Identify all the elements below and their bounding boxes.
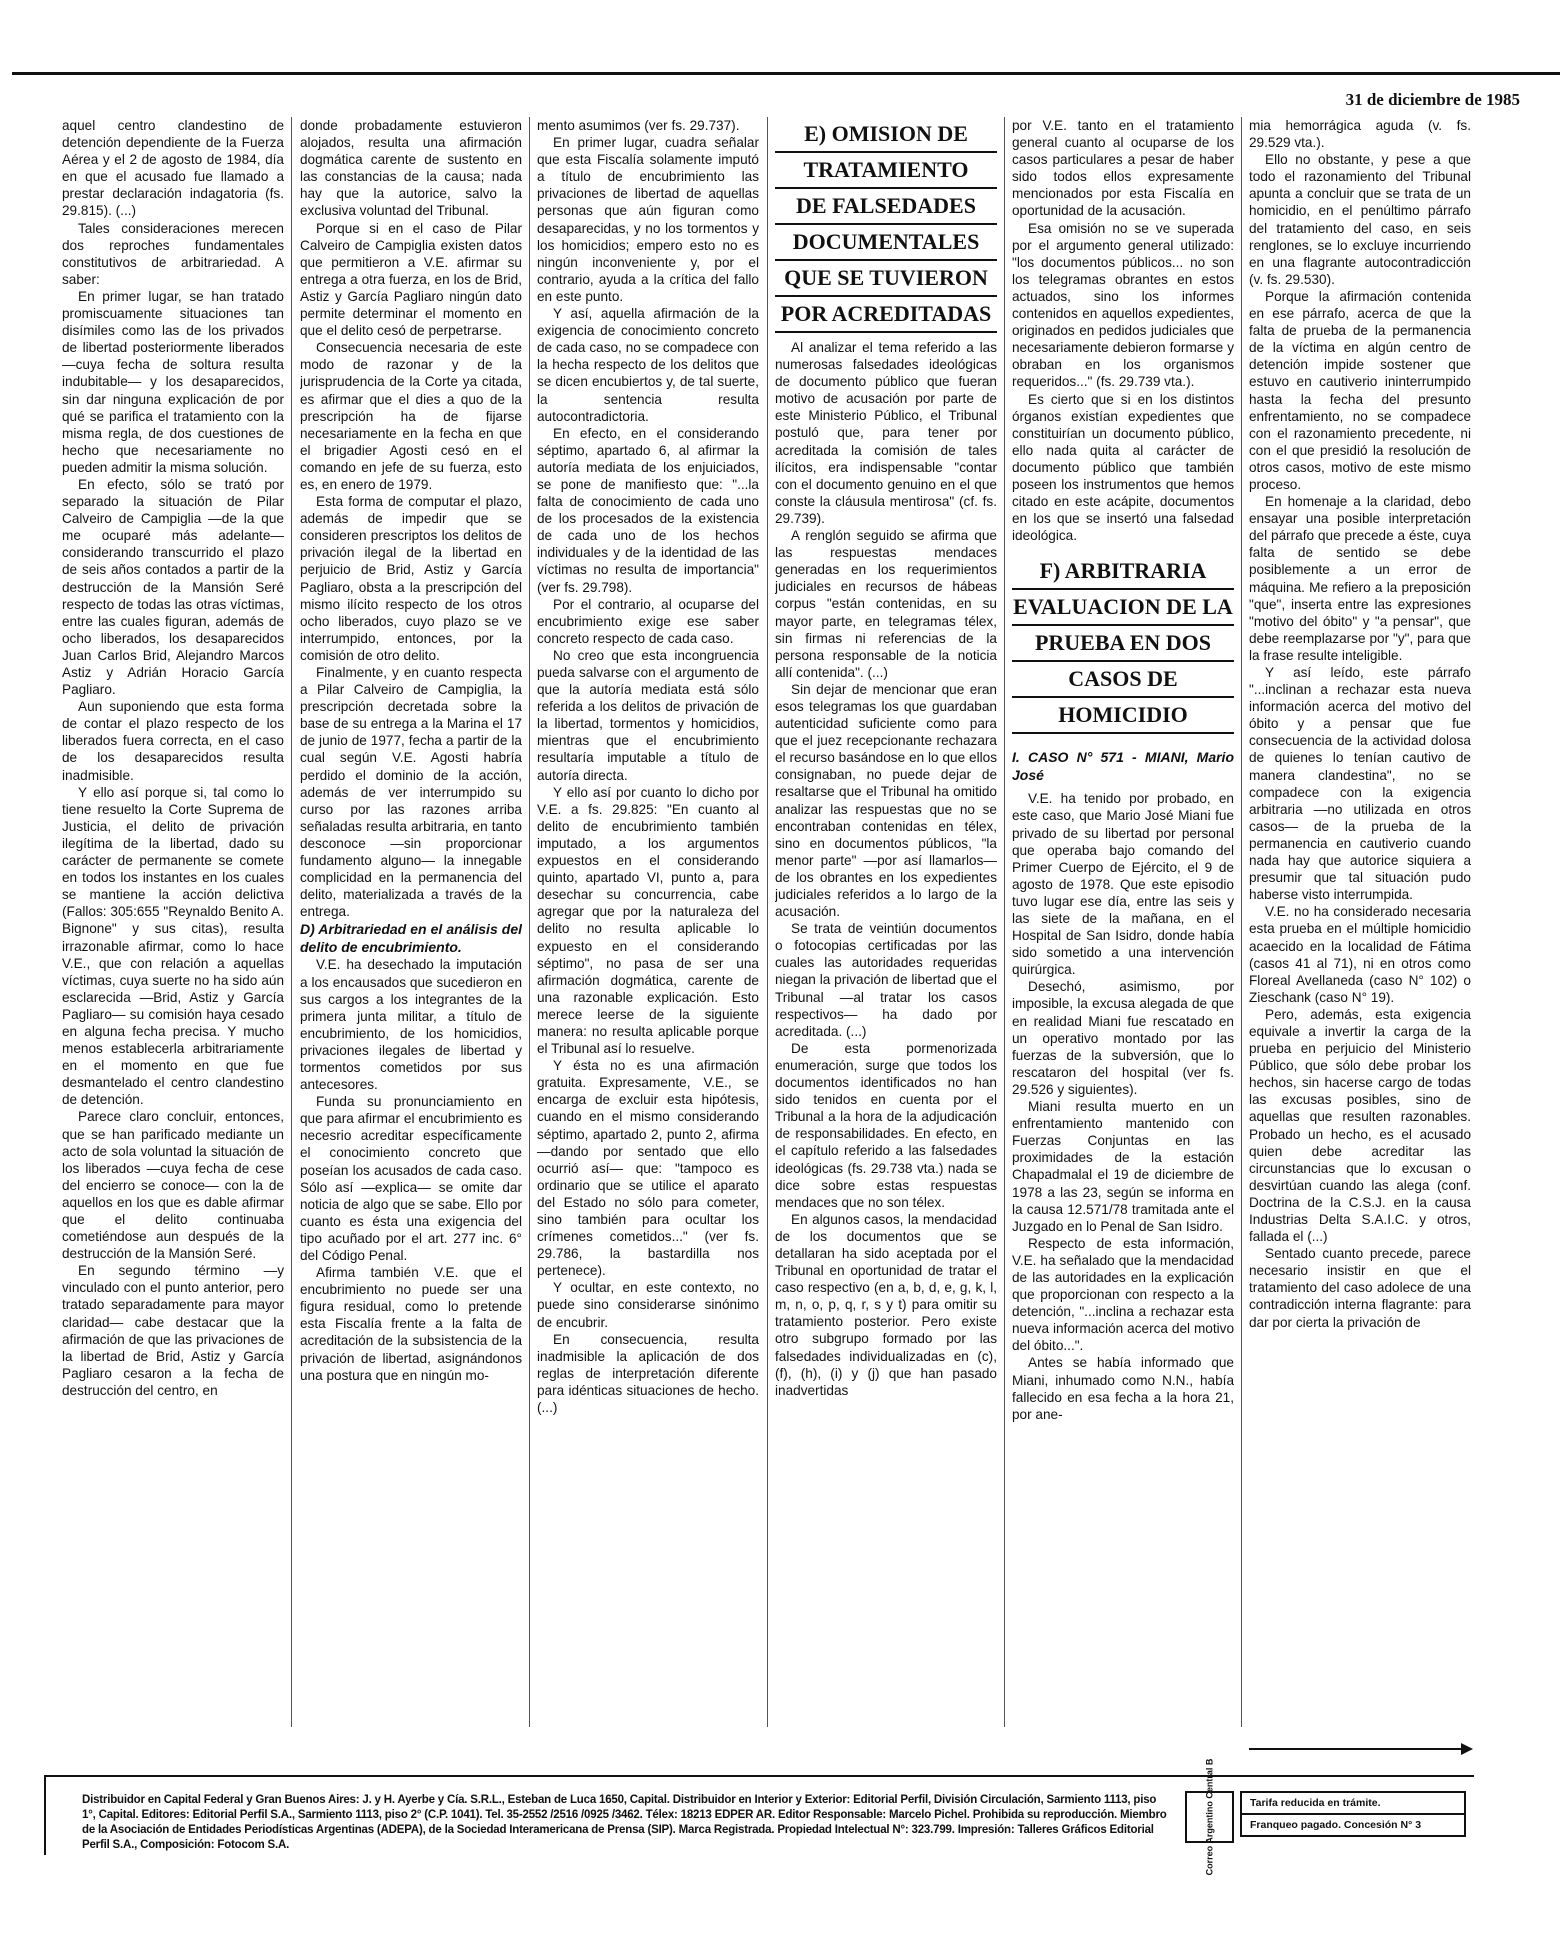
headline-line: CASOS DE bbox=[1012, 662, 1234, 698]
column-4 bbox=[775, 117, 997, 1729]
paragraph: No creo que esta incongruencia pueda salvarse con el argumento de que la autoría mediata está sólo referida a los delitos de privación de la libertad, tormentos y homicidios, mientras que el encubrimiento resultaría imputable a título de autoría directa. bbox=[537, 647, 759, 783]
headline-line: F) ARBITRARIA bbox=[1012, 554, 1234, 590]
postal-stamp-text: Correo Argentino Central B bbox=[1204, 1758, 1215, 1876]
paragraph: mento asumimos (ver fs. 29.737). bbox=[537, 118, 740, 133]
paragraph: Finalmente, y en cuanto respecta a Pilar Calveiro de Campiglia, la prescripción decretada sobre la base de su entrega a la Marina el 17 de junio de 1977, fecha a partir de la cual según V.E. Agosti habría perdido el dominio de la acción, además de ver interrumpido su curso por las razones arriba señaladas resulta arbitraria, en tanto desconoce —sin proporcionar fundamento alguno— la innegable complicidad en la permanencia del delito, materializada a través de la entrega. bbox=[300, 665, 522, 920]
paragraph: Esa omisión no se ve superada por el argumento general utilizado: "los documentos públicos... no son los telegramas obrantes en estos actuados, sino los informes contenidos en aquellos expedientes, originados en pedidos judiciales que necesariamente debieron formarse y obraban en los organismos requeridos..." (fs. 29.739 vta.). bbox=[1012, 220, 1234, 390]
paragraph: Sin dejar de mencionar que eran esos telegramas los que guardaban autenticidad suficiente como para que el juez recepcionante rechazara el recurso basándose en lo que ellos consignaban, no puede dejar de resaltarse que el Tribunal ha omitido analizar las respuestas que no se encontraban contenidas en télex, sino en documentos públicos, "la menor parte" —por así llamarlos— de los obrantes en los expedientes judiciales referidos a lo largo de la acusación. bbox=[775, 681, 997, 920]
paragraph: En primer lugar, se han tratado promiscuamente situaciones tan disímiles como las de los privados de libertad posteriormente liberados —cuya fecha de soltura resulta indubitable— y los desaparecidos, sin dar ninguna explicación de por qué se parifica el tratamiento con la misma regla, de dos cuestiones de hecho que necesariamente no pueden admitir la misma solución. bbox=[62, 288, 284, 475]
paragraph: mia hemorrágica aguda (v. fs. 29.529 vta.). bbox=[1249, 118, 1471, 151]
top-rule bbox=[12, 72, 1560, 75]
headline-line: TRATAMIENTO bbox=[775, 153, 997, 189]
column-divider bbox=[1241, 117, 1242, 1727]
column-divider bbox=[767, 117, 768, 1727]
tarifa-text: Tarifa reducida en trámite. bbox=[1242, 1793, 1464, 1815]
paragraph: En efecto, sólo se trató por separado la situación de Pilar Calveiro de Campiglia —de la que me ocuparé más adelante— considerando transcurrido el plazo de seis años contados a partir de la destrucción de la Mansión Seré respecto de todas las otras víctimas, entre las cuales figuran, además de ocho liberados, los desaparecidos Juan Carlos Brid, Alejandro Marcos Astiz y Adrián Horacio García Pagliaro. bbox=[62, 476, 284, 698]
paragraph: Afirma también V.E. que el encubrimiento no puede ser una figura residual, como lo pretende esta Fiscalía frente a la falta de acreditación de la subsistencia de la privación de libertad, asignándonos una postura que en ningún mo- bbox=[300, 1265, 522, 1383]
postage-box bbox=[1240, 1791, 1466, 1837]
continue-arrow-icon bbox=[1249, 1748, 1471, 1750]
paragraph: Desechó, asimismo, por imposible, la excusa alegada de que en realidad Miani fue rescatado en un operativo montado por las fuerzas de la subversión, que lo rescataron del hospital (ver fs. 29.526 y siguientes). bbox=[1012, 979, 1234, 1097]
headline-line: DOCUMENTALES bbox=[775, 225, 997, 261]
imprint-text: Distribuidor en Capital Federal y Gran Buenos Aires: J. y H. Ayerbe y Cía. S.R.L., Esteban de Luca 1650, Capital. Distribuidor en Interior y Exterior: Editorial Perfil, División Circulación, Sarmiento 1113, piso 1°, Capital. Editores: Editorial Perfil S.A., Sarmiento 1113, piso 2° (C.P. 1041). Tel. 35-2552 /2516 /0925 /3462. Télex: 18213 EDPER AR. Editor Responsable: Marcelo Pichel. Prohibida su reproducción. Miembro de la Asociación de Entidades Periodísticas Argentinas (ADEPA), de la Sociedad Interamericana de Prensa (SIP). Marca Registrada. Propiedad Intelectual N°: 323.799. Impresión: Talleres Gráficos Editorial Perfil S.A., Composición: Fotocom S.A. bbox=[82, 1794, 1167, 1851]
paragraph: Miani resulta muerto en un enfrentamiento mantenido con Fuerzas Conjuntas en las proximidades de la estación Chapadmalal el 19 de diciembre de 1978 a las 23, según se informa en la causa 12.571/78 tramitada ante el Juzgado en lo Penal de San Isidro. bbox=[1012, 1099, 1234, 1234]
paragraph: Es cierto que si en los distintos órganos existían expedientes que constituirían un documento público, ello nada quita al carácter de documento público que también poseen los instrumentos que hemos citado en este acápite, documentos en los que se insertó una falsedad ideológica. bbox=[1012, 391, 1234, 544]
section-headline-f bbox=[1012, 554, 1234, 740]
headline-line: E) OMISION DE bbox=[775, 117, 997, 153]
paragraph: Y ésta no es una afirmación gratuita. Expresamente, V.E., se encarga de excluir esta hipótesis, cuando en el mismo considerando séptimo, apartado 2, punto 2, afirma —dando por sentado que ello ocurrió así— que: "tampoco es ordinario que se utilice el aparato del Estado no sólo para cometer, sino también para ocultar los crímenes cometidos..." (ver fs. 29.786, la bastardilla nos pertenece). bbox=[537, 1058, 759, 1279]
paragraph: Tales consideraciones merecen dos reproches fundamentales constitutivos de arbitrariedad. A saber: bbox=[62, 220, 284, 287]
paragraph: En efecto, en el considerando séptimo, apartado 6, al afirmar la autoría mediata de los enjuiciados, se pone de manifiesto que: "...la falta de conocimiento de cada uno de los procesados de la existencia de cada uno de los hechos individuales y de la identidad de las víctimas no resulta de importancia" (ver fs. 29.798). bbox=[537, 425, 759, 595]
paragraph: Y así leído, este párrafo "...inclinan a rechazar esta nueva información acerca del motivo del óbito y a pensar que fue consecuencia de la actividad dolosa de quienes lo tenían cautivo de manera clandestina", no se compadece con la exigencia arbitraria —no utilizada en otros casos— de la prueba de la permanencia en cautiverio cuando nada hay que autorice siquiera a presumir que tal situación pudo haberse visto interrumpida. bbox=[1249, 665, 1471, 903]
paragraph: por V.E. tanto en el tratamiento general cuanto al ocuparse de los casos particulares a pesar de haber sido todos ellos expresamente mencionados por esta Fiscalía en oportunidad de la acusación. bbox=[1012, 118, 1234, 219]
paragraph: V.E. ha desechado la imputación a los encausados que sucedieron en sus cargos a los integrantes de la primera junta militar, a título de encubrimiento, de los homicidios, privaciones ilegales de libertad y tormentos cometidos por sus antecesores. bbox=[300, 957, 522, 1093]
paragraph: En homenaje a la claridad, debo ensayar una posible interpretación del párrafo que precede a éste, cuya falta de sentido se debe posiblemente a un error de máquina. Me refiero a la preposición "que", inserta entre las expresiones "motivo del óbito" y "a pensar", que debe reemplazarse por "y", para que la frase resulte inteligible. bbox=[1249, 494, 1471, 663]
column-3 bbox=[537, 117, 759, 1729]
column-6 bbox=[1249, 117, 1471, 1729]
franqueo-text: Franqueo pagado. Concesión N° 3 bbox=[1250, 1819, 1422, 1831]
column-divider bbox=[529, 117, 530, 1727]
headline-line: POR ACREDITADAS bbox=[775, 297, 997, 333]
case-title: I. CASO N° 571 - MIANI, Mario José bbox=[1012, 749, 1234, 784]
paragraph: Antes se había informado que Miani, inhumado como N.N., había fallecido en esa fecha a la hora 21, por ane- bbox=[1012, 1355, 1234, 1422]
paragraph: En primer lugar, cuadra señalar que esta Fiscalía solamente imputó a título de encubrimiento las privaciones de libertad de aquellas personas que aún figuran como desaparecidas, y no los tormentos y los homicidios; empero esto no es ningún inconveniente y, por el contrario, ayuda a la crítica del fallo en este punto. bbox=[537, 135, 759, 304]
paragraph: Respecto de esta información, V.E. ha señalado que la mendacidad de las autoridades en la explicación que proporcionan con respecto a la detención, "...inclina a rechazar esta nueva información acerca del motivo del óbito...". bbox=[1012, 1235, 1234, 1354]
paragraph: V.E. ha tenido por probado, en este caso, que Mario José Miani fue privado de su libertad por personal que operaba bajo comando del Primer Cuerpo de Ejército, el 9 de agosto de 1978. Que este episodio tuvo lugar ese día, entre las seis y las siete de la mañana, en el Hospital de San Isidro, donde había sido sometido a una intervención quirúrgica. bbox=[1012, 791, 1234, 978]
column-divider bbox=[291, 117, 292, 1727]
paragraph: Aun suponiendo que esta forma de contar el plazo respecto de los liberados fuera correcta, en el caso de los desaparecidos resulta inadmisible. bbox=[62, 699, 284, 783]
headline-line: EVALUACION DE LA bbox=[1012, 590, 1234, 626]
section-subhead: D) Arbitrariedad en el análisis del delito de encubrimiento. bbox=[300, 921, 522, 956]
paragraph: Sentado cuanto precede, parece necesario insistir en que el tratamiento del caso adolece de una contradicción interna flagrante: para dar por cierta la privación de bbox=[1249, 1246, 1471, 1330]
paragraph: Esta forma de computar el plazo, además de impedir que se consideren prescriptos los delitos de privación ilegal de la libertad en perjuicio de Brid, Astiz y García Pagliaro, obsta a la prescripción del mismo ilícito respecto de los otros ocho liberados, cuyo plazo se ve interrumpido, entonces, por la comisión de otro delito. bbox=[300, 494, 522, 663]
column-2 bbox=[300, 117, 522, 1729]
section-headline-e bbox=[775, 117, 997, 339]
paragraph: Al analizar el tema referido a las numerosas falsedades ideológicas de documento público que fueran motivo de acusación por parte de este Ministerio Público, el Tribunal postuló que, para tener por acreditada la comisión de tales ilícitos, era indispensable "contar con el documento genuino en el que conste la cláusula mentirosa" (cf. fs. 29.739). bbox=[775, 340, 997, 526]
paragraph: Porque la afirmación contenida en ese párrafo, acerca de que la falta de prueba de la permanencia de la víctima en algún centro de detención impide sostener que estuvo en cautiverio ininterrumpido hasta la fecha del presunto enfrentamiento, no se compadece con el razonamiento precedente, ni con el que presidió la resolución de otros casos, motivo de este mismo proceso. bbox=[1249, 288, 1471, 492]
paragraph: Funda su pronunciamiento en que para afirmar el encubrimiento es necesrio acreditar específicamente el conocimiento concreto que poseían los acusados de cada caso. Sólo así —explica— se omite dar noticia de algo que se sabe. Ello por cuanto es ésta una exigencia del tipo acuñado por el art. 277 inc. 6° del Código Penal. bbox=[300, 1094, 522, 1263]
column-divider bbox=[1004, 117, 1005, 1727]
paragraph: donde probadamente estuvieron alojados, resulta una afirmación dogmática carente de sustento en las constancias de la causa; nada hay que la autorice, salvo la exclusiva voluntad del Tribunal. bbox=[300, 118, 522, 219]
postal-stamp bbox=[1185, 1758, 1234, 1876]
footer-side-rule bbox=[44, 1777, 46, 1855]
paragraph: aquel centro clandestino de detención dependiente de la Fuerza Aérea y el 2 de agosto de 1984, día en que el acusado fue llamado a prestar declaración indagatoria (fs. 29.815). (...) bbox=[62, 118, 284, 219]
headline-line: QUE SE TUVIERON bbox=[775, 261, 997, 297]
paragraph: Por el contrario, al ocuparse del encubrimiento exige ese saber concreto respecto de cada caso. bbox=[537, 596, 759, 646]
headline-line: PRUEBA EN DOS bbox=[1012, 626, 1234, 662]
headline-line: HOMICIDIO bbox=[1012, 698, 1234, 734]
paragraph: Porque si en el caso de Pilar Calveiro de Campiglia existen datos que permitieron a V.E. afirmar su entrega a otra fuerza, en los de Brid, Astiz y García Pagliaro ningún dato permite determinar el momento en que el delito cesó de perpetrarse. bbox=[300, 220, 522, 339]
paragraph: Pero, además, esta exigencia equivale a invertir la carga de la prueba en perjuicio del Ministerio Público, que sólo debe probar los hechos, sin hacerse cargo de todas las excusas posibles, sino de aquellas que resulten razonables. Probado un hecho, es el acusado quien debe acreditar las circunstancias que lo excusan o desvirtúan cuando las alega (conf. Doctrina de la C.S.J. en la causa Industrias Delta S.A.I.C. y otros, fallada el (...) bbox=[1249, 1006, 1471, 1245]
paragraph: En segundo término —y vinculado con el punto anterior, pero tratado separadamente para mayor claridad— cabe destacar que la afirmación de que las privaciones de la libertad de Brid, Astiz y García Pagliaro cesaron a la fecha de destrucción del centro, en bbox=[62, 1263, 284, 1398]
paragraph: Y ello así por cuanto lo dicho por V.E. a fs. 29.825: "En cuanto al delito de encubrimiento también imputado, a los argumentos expuestos en el considerando quinto, apartado VI, punto a, para desechar su concurrencia, cabe agregar que por la naturaleza del delito no resulta aplicable lo expuesto en el considerando séptimo", no pasa de ser una afirmación dogmática, carente de una razonable explicación. Esto merece leerse de la siguiente manera: no resulta aplicable porque el Tribunal así lo resuelve. bbox=[537, 784, 759, 1057]
paragraph: Y así, aquella afirmación de la exigencia de conocimiento concreto de cada caso, no se compadece con la hecha respecto de los delitos que se dicen encubiertos y, de tal suerte, la sentencia resulta autocontradictoria. bbox=[537, 306, 759, 424]
paragraph: Y ello así porque si, tal como lo tiene resuelto la Corte Suprema de Justicia, el delito de privación ilegítima de la libertad, dado su carácter de permanente se comete en todos los instantes en los cuales se mantiene la acción delictiva (Fallos: 305:655 "Reynaldo Benito A. Bignone" y sus citas), resulta irrazonable afirmar, como lo hace V.E., que con relación a aquellas víctimas, cuya suerte no ha sido aún esclarecida —Brid, Astiz y García Pagliaro— su comisión haya cesado en alguna fecha precisa. Y mucho menos establecerla arbitrariamente en el momento en que fue desmantelado el centro clandestino de detención. bbox=[62, 784, 284, 1108]
paragraph: Se trata de veintiún documentos o fotocopias certificadas por las cuales las autoridades requeridas niegan la privación de libertad que el Tribunal —al tratar los casos respectivos— ha dado por acreditada. (...) bbox=[775, 921, 997, 1039]
paragraph: V.E. no ha considerado necesaria esta prueba en el múltiple homicidio acaecido en la localidad de Fátima (casos 41 al 71), ni en otros como Floreal Avellaneda (caso N° 102) o Zieschank (caso N° 19). bbox=[1249, 904, 1471, 1005]
paragraph: Ello no obstante, y pese a que todo el razonamiento del Tribunal apunta a concluir que se trata de un homicidio, en el penúltimo párrafo del tratamiento del caso, en seis renglones, se lo excluye incurriendo en una flagrante autocontradicción (v. fs. 29.530). bbox=[1249, 152, 1471, 287]
paragraph: De esta pormenorizada enumeración, surge que todos los documentos identificados no han sido tenidos en cuenta por el Tribunal a la hora de la adjudicación de responsabilidades. En efecto, en el capítulo referido a las falsedades ideológicas (fs. 29.738 vta.) nada se dice sobre estas respuestas mendaces que no son télex. bbox=[775, 1040, 997, 1210]
paragraph: En consecuencia, resulta inadmisible la aplicación de dos reglas de interpretación diferente para idénticas situaciones de hecho. (...) bbox=[537, 1331, 759, 1416]
paragraph: En algunos casos, la mendacidad de los documentos que se detallaran ha sido aceptada por el Tribunal en oportunidad de tratar el caso respectivo (en a, b, d, e, g, k, l, m, n, o, p, q, r, s y t) para omitir su tratamiento posterior. Pero existe otro subgrupo formado por las falsedades individualizadas en (c), (f), (h), (i) y (j) que han pasado inadvertidas bbox=[775, 1211, 997, 1398]
paragraph: Consecuencia necesaria de este modo de razonar y de la jurisprudencia de la Corte ya citada, es afirmar que el dies a quo de la prescripción ha de fijarse necesariamente en la fecha en que el brigadier Agosti cesó en el comando en jefe de su fuerza, esto es, en enero de 1979. bbox=[300, 340, 522, 492]
paragraph: Y ocultar, en este contexto, no puede sino considerarse sinónimo de encubrir. bbox=[537, 1280, 759, 1330]
paragraph: Parece claro concluir, entonces, que se han parificado mediante un acto de sola voluntad la situación de los liberados —cuya fecha de cese del encierro se conoce— con la de aquellos en los que es dable afirmar que el delito continuaba cometiéndose aun después de la destrucción de la Mansión Seré. bbox=[62, 1109, 284, 1262]
column-5 bbox=[1012, 117, 1234, 1729]
column-1 bbox=[62, 117, 284, 1729]
page-date: 31 de diciembre de 1985 bbox=[1345, 90, 1520, 109]
paragraph: A renglón seguido se afirma que las respuestas mendaces generadas en los requerimientos judiciales en recursos de hábeas corpus "están contenidas, en su mayor parte, en telegramas télex, sin firmas ni referencias de la persona responsable de la noticia allí contenida". (...) bbox=[775, 528, 997, 680]
headline-line: DE FALSEDADES bbox=[775, 189, 997, 225]
